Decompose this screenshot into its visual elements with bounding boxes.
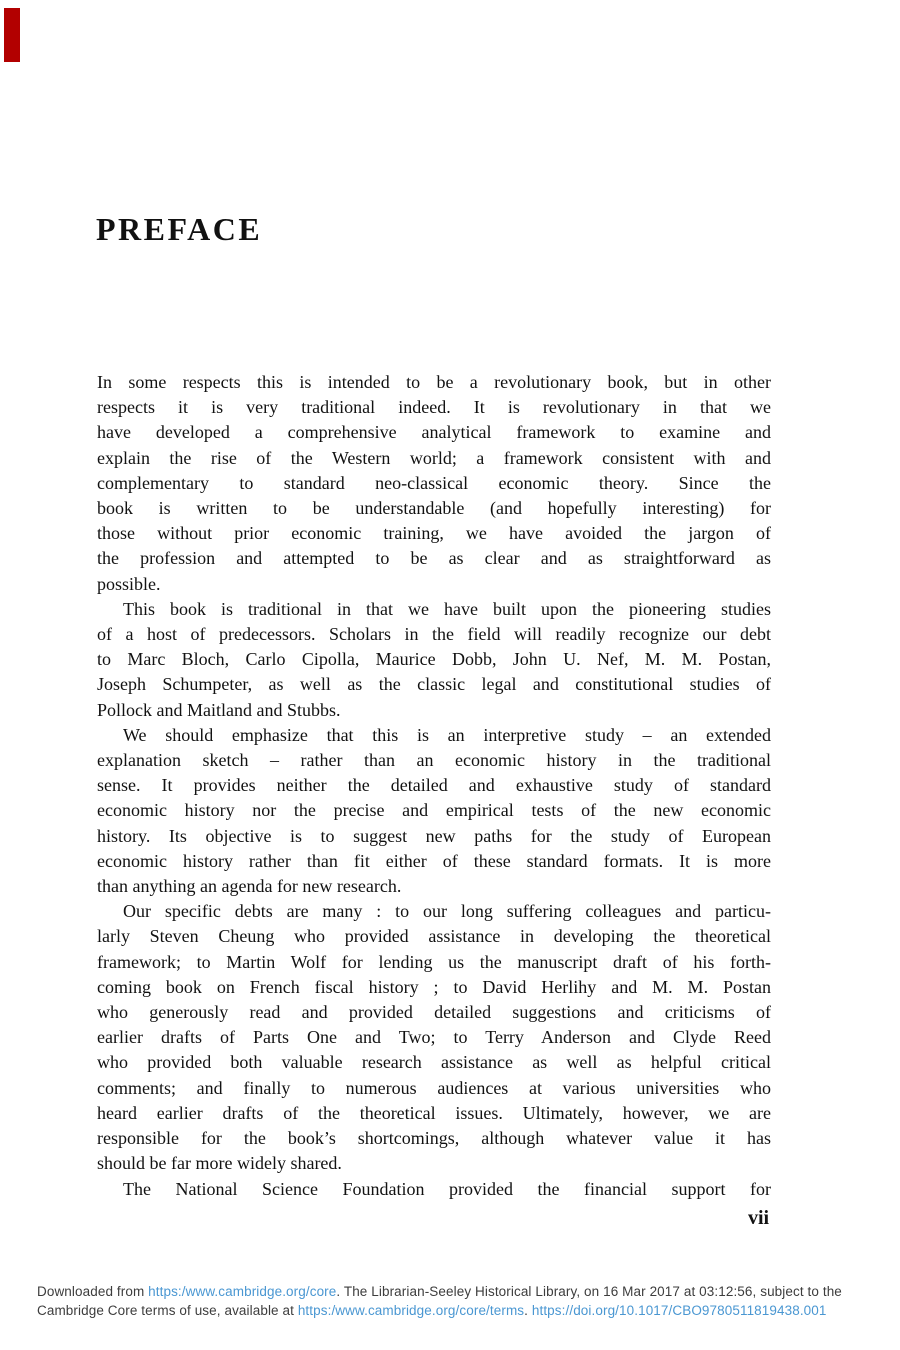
- footer-text: . The Librarian-Seeley Historical Library, on 16 Mar 2017 at 03:12:56, subject to the: [336, 1284, 842, 1299]
- text-line: explain the rise of the Western world; a framework consistent with and: [97, 447, 771, 468]
- text-line: Pollock and Maitland and Stubbs.: [97, 699, 341, 720]
- text-line: than anything an agenda for new research.: [97, 876, 402, 897]
- text-line: coming book on French fiscal history ; to David Herlihy and M. M. Postan: [97, 976, 771, 997]
- text-line: larly Steven Cheung who provided assistance in developing the theoretical: [97, 926, 771, 947]
- red-margin-mark: [4, 8, 20, 62]
- text-line: the profession and attempted to be as clear and as straightforward as: [97, 548, 771, 569]
- text-line: framework; to Martin Wolf for lending us the manuscript draft of his forth-: [97, 951, 771, 972]
- text-line: earlier drafts of Parts One and Two; to Terry Anderson and Clyde Reed: [97, 1027, 771, 1048]
- text-line: We should emphasize that this is an interpretive study – an extended: [123, 724, 771, 745]
- footer-line-1: [37, 1282, 882, 1301]
- footer-text: Downloaded from: [37, 1284, 149, 1299]
- text-line: Our specific debts are many : to our long suffering colleagues and particu-: [123, 901, 771, 922]
- footer-link[interactable]: https:/www.cambridge.org/core: [148, 1284, 337, 1299]
- text-line: This book is traditional in that we have built upon the pioneering studies: [123, 598, 771, 619]
- page-title: PREFACE: [96, 211, 263, 247]
- text-line: possible.: [97, 573, 161, 594]
- download-footer: [37, 1282, 882, 1320]
- text-line: economic history rather than fit either of these standard formats. It is more: [97, 850, 771, 871]
- text-line: of a host of predecessors. Scholars in the field will readily recognize our debt: [97, 624, 771, 645]
- text-line: to Marc Bloch, Carlo Cipolla, Maurice Dobb, John U. Nef, M. M. Postan,: [97, 649, 771, 670]
- text-line: sense. It provides neither the detailed and exhaustive study of standard: [97, 775, 771, 796]
- text-line: economic history nor the precise and empirical tests of the new economic: [97, 800, 771, 821]
- text-line: heard earlier drafts of the theoretical issues. Ultimately, however, we are: [97, 1102, 771, 1123]
- text-line: book is written to be understandable (and hopefully interesting) for: [97, 498, 771, 519]
- text-line: comments; and finally to numerous audiences at various universities who: [97, 1077, 771, 1098]
- text-line: Joseph Schumpeter, as well as the classic legal and constitutional studies of: [97, 674, 771, 695]
- footer-line-2: [37, 1301, 882, 1320]
- text-line: explanation sketch – rather than an economic history in the traditional: [97, 750, 771, 771]
- footer-link[interactable]: https:/www.cambridge.org/core/terms: [297, 1303, 525, 1318]
- text-line: respects it is very traditional indeed. It is revolutionary in that we: [97, 397, 771, 418]
- text-line: should be far more widely shared.: [97, 1153, 342, 1174]
- body-text: [97, 370, 771, 1202]
- text-line: responsible for the book’s shortcomings, although whatever value it has: [97, 1128, 771, 1149]
- text-line: those without prior economic training, we have avoided the jargon of: [97, 523, 771, 544]
- page-number: vii: [748, 1207, 770, 1229]
- text-line: have developed a comprehensive analytical framework to examine and: [97, 422, 771, 443]
- text-line: history. Its objective is to suggest new paths for the study of European: [97, 825, 771, 846]
- text-line: The National Science Foundation provided the financial support for: [123, 1178, 771, 1199]
- footer-text: .: [524, 1303, 532, 1318]
- text-line: complementary to standard neo-classical economic theory. Since the: [97, 472, 771, 493]
- text-line: who generously read and provided detailed suggestions and criticisms of: [97, 1002, 771, 1023]
- text-line: In some respects this is intended to be a revolutionary book, but in other: [97, 372, 771, 392]
- footer-link[interactable]: https://doi.org/10.1017/CBO9780511819438.001: [531, 1303, 827, 1318]
- footer-text: Cambridge Core terms of use, available at: [37, 1303, 298, 1318]
- text-line: who provided both valuable research assistance as well as helpful critical: [97, 1052, 771, 1073]
